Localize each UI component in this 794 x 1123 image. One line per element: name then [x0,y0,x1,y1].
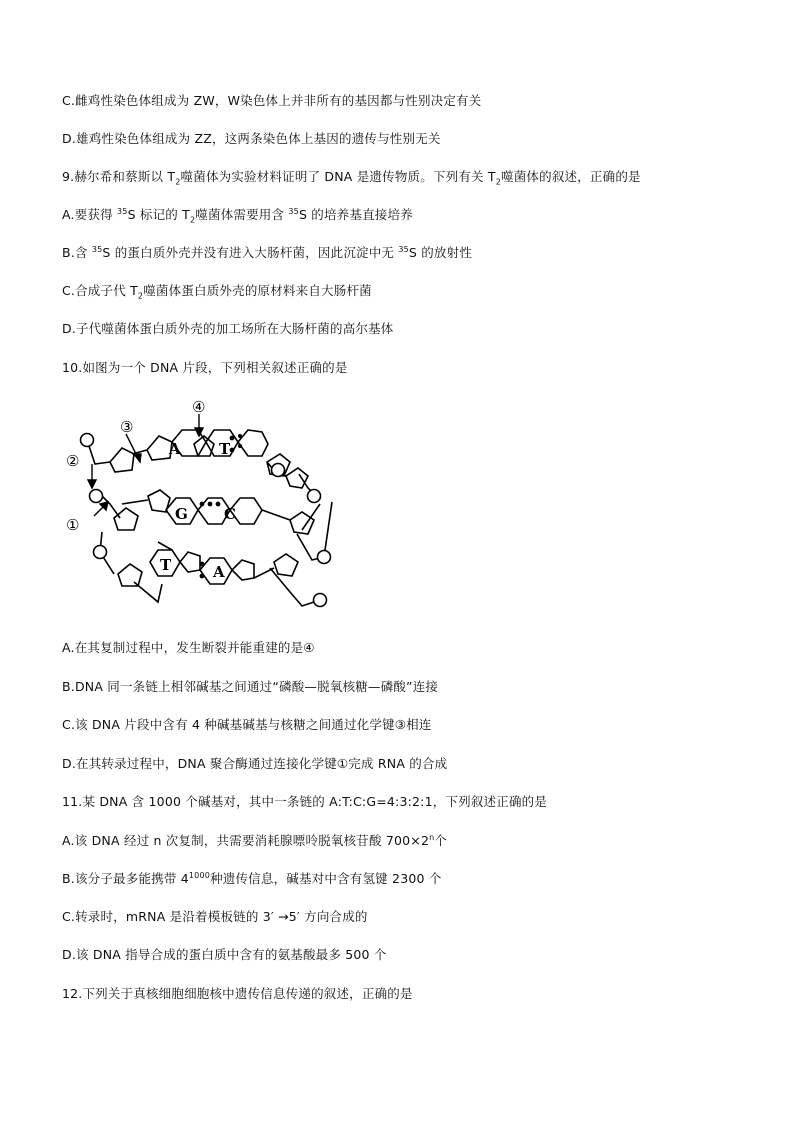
q12-stem: 12.下列关于真核细胞细胞核中遗传信息传递的叙述，正确的是 [62,986,413,1001]
q11-option-d: D.该 DNA 指导合成的蛋白质中含有的氨基酸最多 500 个 [62,947,387,962]
base-c: C [224,505,236,523]
q10-option-a: A.在其复制过程中，发生断裂并能重建的是④ [62,640,315,655]
q9-stem: 9.赫尔希和蔡斯以 $T_2$噬菌体为实验材料证明了 DNA 是遗传物质。下列有关 $T_2$噬菌体的叙述，正确的是 [62,169,641,187]
q9-option-a: A.要获得 $^{35}$S 标记的 $T_2$噬菌体需要用含 $^{35}$S 的培养基直接培养 [62,206,413,225]
q9-option-c: C.合成子代 $T_2$噬菌体蛋白质外壳的原材料来自大肠杆菌 [62,283,372,301]
dna-fragment-diagram [62,392,342,620]
label-1: ① [66,516,80,534]
q10-option-c: C.该 DNA 片段中含有 4 种碱基碱基与核糖之间通过化学键③相连 [62,717,432,732]
q11-option-b: B.该分子最多能携带 $4^{1000}$种遗传信息，碱基对中含有氢键 2300 个 [62,870,442,886]
q10-option-d: D.在其转录过程中，DNA 聚合酶通过连接化学键①完成 RNA 的合成 [62,756,448,771]
base-t-bottom: T [160,556,172,574]
q10-option-b: B.DNA 同一条链上相邻碱基之间通过“磷酸—脱氧核糖—磷酸”连接 [62,679,439,694]
q11-option-c: C.转录时，mRNA 是沿着模板链的 3′ →5′ 方向合成的 [62,909,368,924]
label-2: ② [66,452,80,470]
base-g: G [175,505,188,523]
q9-option-d: D.子代噬菌体蛋白质外壳的加工场所在大肠杆菌的高尔基体 [62,321,394,336]
q11-option-a: A.该 DNA 经过 n 次复制，共需要消耗腺嘌呤脱氧核苷酸 $700\times 2^n$个 [62,832,448,848]
q9-option-b: B.含 $^{35}$S 的蛋白质外壳并没有进入大肠杆菌，因此沉淀中无 $^{35}$S 的放射性 [62,244,473,260]
base-a-bottom: A [213,563,225,581]
label-3: ③ [120,418,134,436]
q8-option-c: C.雌鸡性染色体组成为 ZW，W染色体上并非所有的基因都与性别决定有关 [62,93,482,108]
q10-stem: 10.如图为一个 DNA 片段，下列相关叙述正确的是 [62,360,348,375]
q11-stem: 11.某 DNA 含 1000 个碱基对，其中一条链的 A:T:C:G=4:3:2:1，下列叙述正确的是 [62,794,548,809]
base-a-top: A [169,440,181,458]
label-4: ④ [192,398,206,416]
base-t-top: T [219,440,231,458]
q8-option-d: D.雄鸡性染色体组成为 ZZ，这两条染色体上基因的遗传与性别无关 [62,131,441,146]
